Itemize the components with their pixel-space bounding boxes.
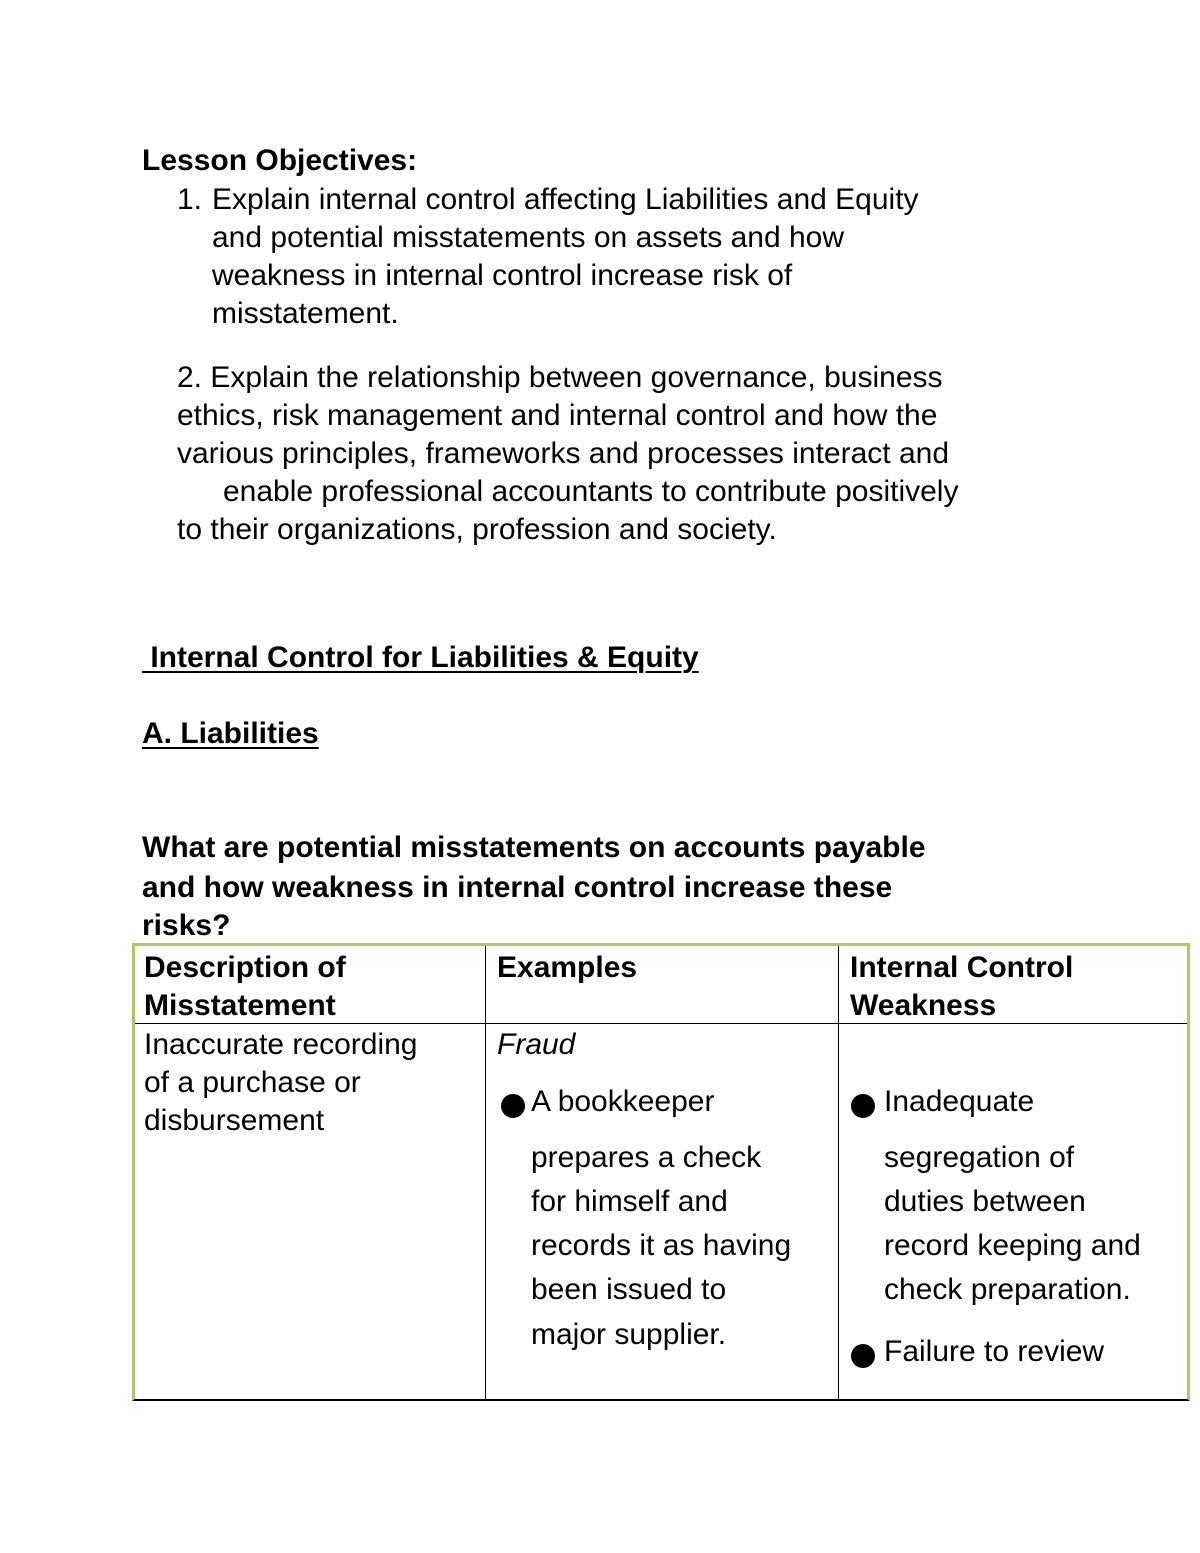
lesson-objectives-heading: Lesson Objectives: bbox=[142, 144, 418, 177]
objective-1-number: 1. bbox=[177, 183, 203, 216]
row1-weakness1-line-3: duties between bbox=[884, 1185, 1086, 1218]
row1-description-line-2: of a purchase or bbox=[144, 1066, 361, 1099]
bullet-icon bbox=[851, 1094, 875, 1118]
row1-example-line-6: major supplier. bbox=[531, 1318, 727, 1351]
header-examples-line-1: Examples bbox=[497, 951, 638, 984]
row1-example-label: Fraud bbox=[497, 1028, 576, 1061]
objective-1-line-1: Explain internal control affecting Liabilities and Equity bbox=[212, 183, 919, 216]
objective-2-line-2: ethics, risk management and internal control and how the bbox=[177, 399, 938, 432]
row1-description bbox=[144, 1026, 418, 1140]
row1-example-line-5: been issued to bbox=[531, 1273, 727, 1306]
row1-example-line-3: for himself and bbox=[531, 1185, 728, 1218]
header-description-line-2: Misstatement bbox=[144, 989, 336, 1022]
header-weakness bbox=[850, 949, 1073, 1025]
header-description-line-1: Description of bbox=[144, 951, 346, 984]
objective-2-line-5: to their organizations, profession and society. bbox=[177, 513, 777, 546]
column-divider-2 bbox=[838, 946, 839, 1399]
objective-2-line-3: various principles, frameworks and processes interact and bbox=[177, 437, 950, 470]
row1-example-line-4: records it as having bbox=[531, 1229, 792, 1262]
header-examples bbox=[497, 949, 637, 987]
row1-weakness2-line-1: Failure to review bbox=[884, 1335, 1105, 1368]
objective-1-line-4: misstatement. bbox=[212, 297, 399, 330]
row1-weakness1-line-1: Inadequate bbox=[884, 1085, 1035, 1118]
row1-example-line-1: A bookkeeper bbox=[531, 1085, 715, 1118]
question-line-3: risks? bbox=[142, 909, 231, 942]
row1-description-line-1: Inaccurate recording bbox=[144, 1028, 418, 1061]
objective-2-line-4: enable professional accountants to contribute positively bbox=[223, 475, 959, 508]
bullet-icon bbox=[501, 1094, 525, 1118]
question-line-1: What are potential misstatements on accounts payable bbox=[142, 831, 926, 864]
row1-example-line-2: prepares a check bbox=[531, 1141, 762, 1174]
row1-weakness1-line-4: record keeping and bbox=[884, 1229, 1141, 1262]
row1-weakness1-line-2: segregation of bbox=[884, 1141, 1075, 1174]
bullet-icon bbox=[851, 1344, 875, 1368]
misstatement-table bbox=[132, 943, 1190, 1401]
section-title: Internal Control for Liabilities & Equity bbox=[142, 641, 699, 674]
header-description bbox=[144, 949, 346, 1025]
header-weakness-line-2: Weakness bbox=[850, 989, 997, 1022]
row1-description-line-3: disbursement bbox=[144, 1104, 325, 1137]
row1-weakness1-line-5: check preparation. bbox=[884, 1273, 1131, 1306]
objective-1-line-2: and potential misstatements on assets and how bbox=[212, 221, 845, 254]
objective-2-line-1: 2. Explain the relationship between governance, business bbox=[177, 361, 943, 394]
objective-1-line-3: weakness in internal control increase risk of bbox=[212, 259, 793, 292]
header-weakness-line-1: Internal Control bbox=[850, 951, 1074, 984]
section-subtitle: A. Liabilities bbox=[142, 717, 319, 750]
column-divider-1 bbox=[485, 946, 486, 1399]
question-line-2: and how weakness in internal control increase these bbox=[142, 871, 893, 904]
